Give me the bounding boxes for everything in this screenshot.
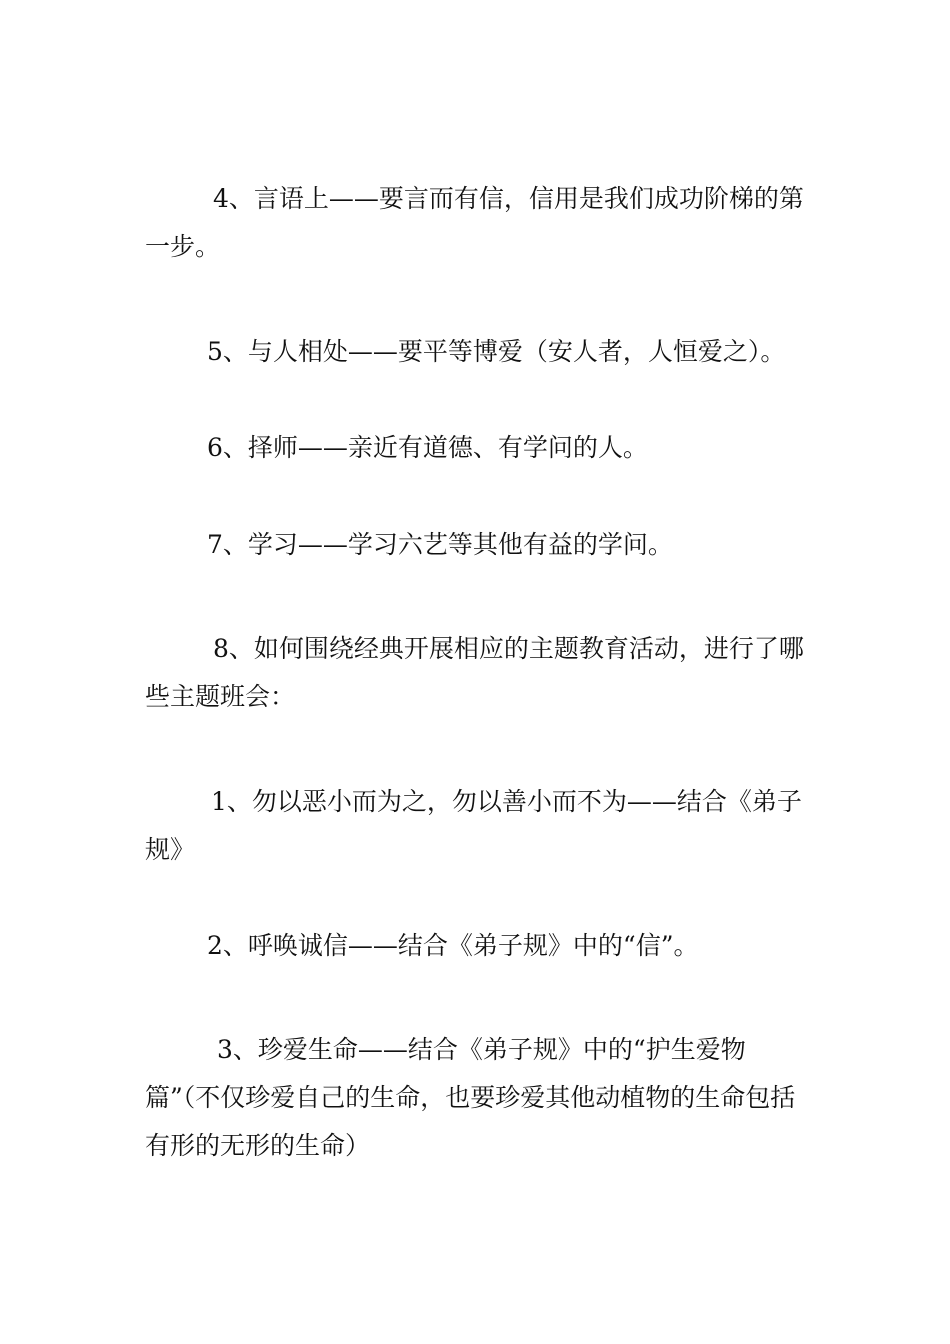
paragraph-speech: 4、言语上——要言而有信，信用是我们成功阶梯的第一步。: [145, 184, 804, 261]
paragraph-study: 7、学习——学习六艺等其他有益的学问。: [207, 530, 673, 559]
paragraph-class-meeting-2: 2、呼唤诚信——结合《弟子规》中的“信”。: [207, 931, 699, 960]
paragraph-class-meeting-3: 3、珍爱生命——结合《弟子规》中的“护生爱物篇”（不仅珍爱自己的生命，也要珍爱其他动植物的生命包括有形的无形的生命）: [145, 1035, 796, 1160]
paragraph-getting-along: 5、与人相处——要平等博爱（安人者，人恒爱之）。: [207, 337, 786, 366]
paragraph-choose-teacher: 6、择师——亲近有道德、有学问的人。: [207, 433, 648, 462]
paragraph-class-meeting-1: 1、勿以恶小而为之，勿以善小而不为——结合《弟子规》: [145, 787, 802, 864]
paragraph-theme-activities: 8、如何围绕经典开展相应的主题教育活动，进行了哪些主题班会：: [145, 634, 804, 711]
